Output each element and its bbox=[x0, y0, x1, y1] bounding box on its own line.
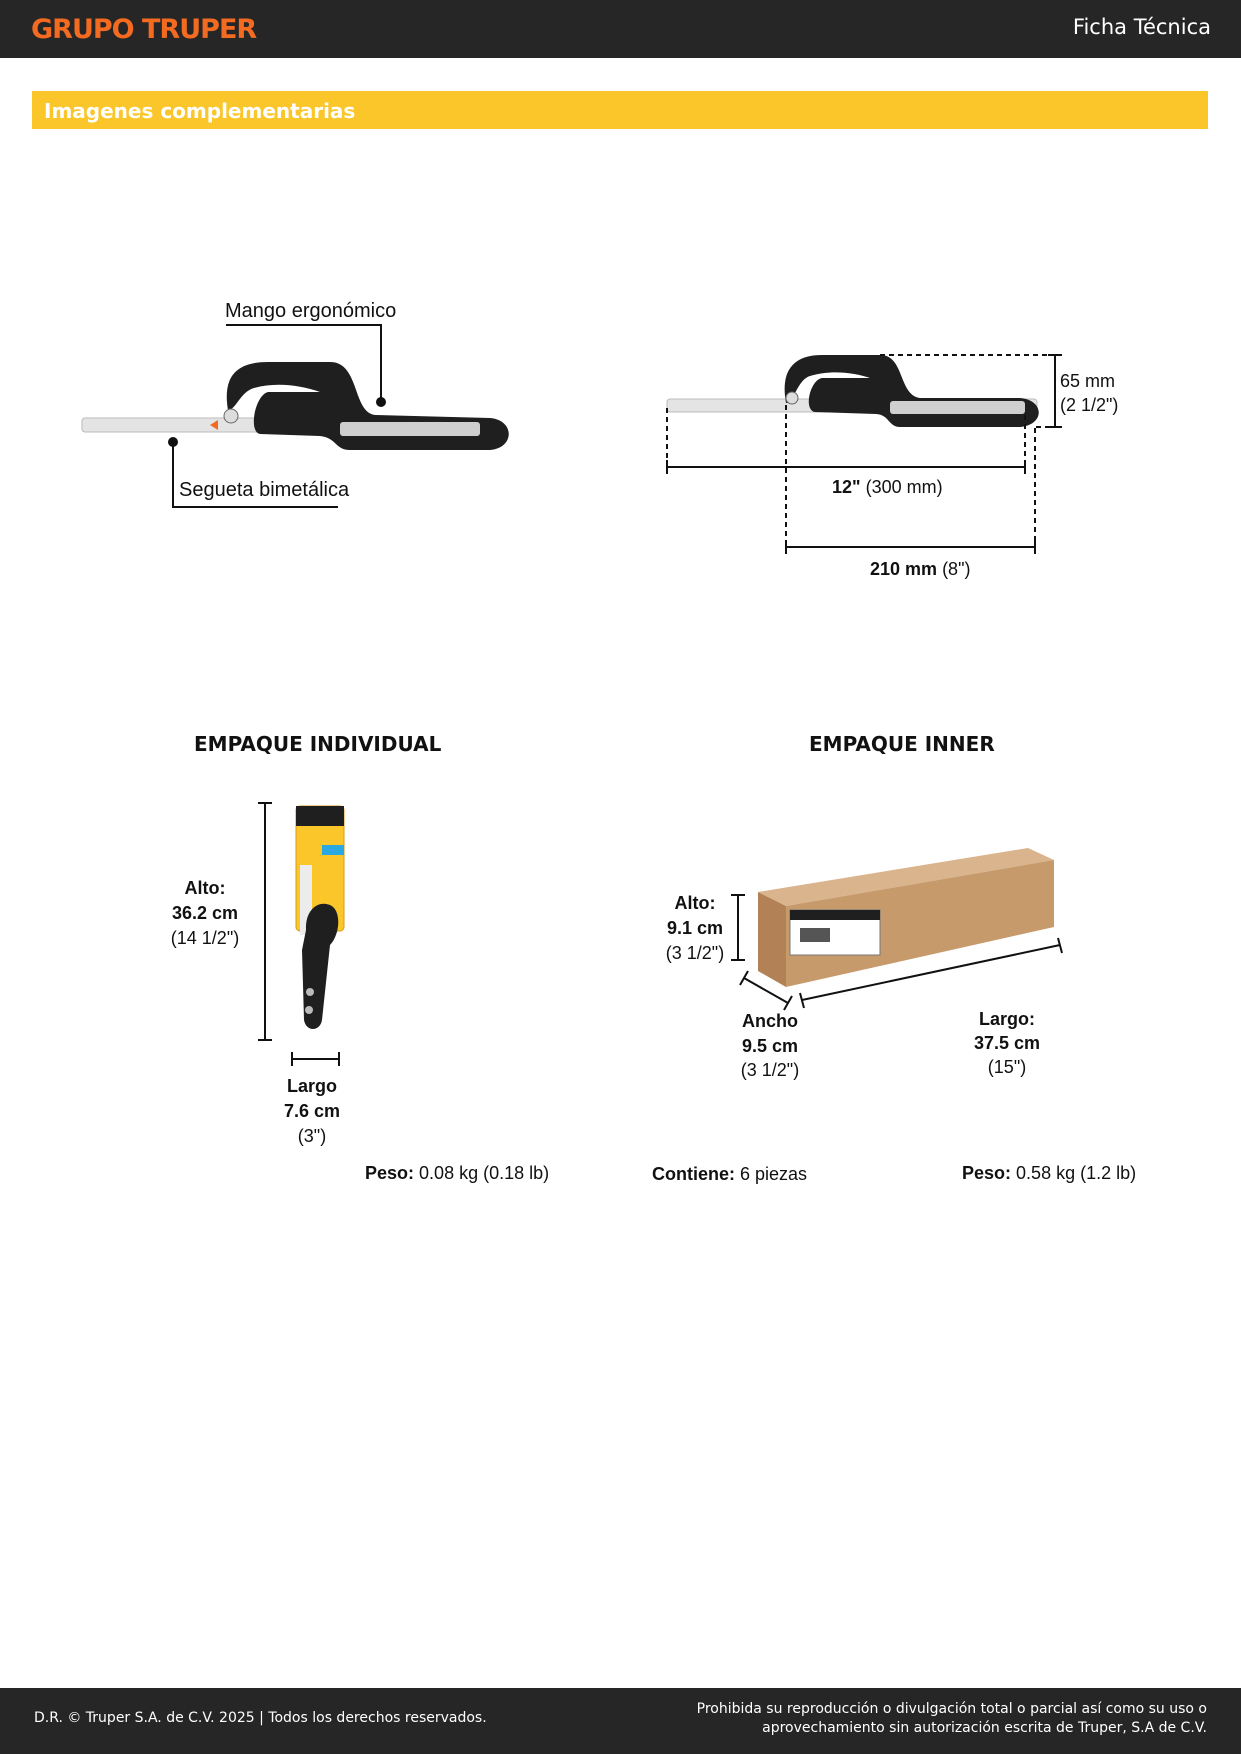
individual-height-in: (14 1/2") bbox=[170, 928, 240, 948]
inner-width-in: (3 1/2") bbox=[740, 1060, 800, 1080]
inner-width-cm: 9.5 cm bbox=[741, 1036, 799, 1056]
brand-logo: GRUPO TRUPER bbox=[31, 14, 257, 45]
blade-callout-label: Segueta bimetálica bbox=[179, 479, 350, 501]
height-dimension-in: (2 1/2") bbox=[1060, 395, 1119, 415]
inner-height-in: (3 1/2") bbox=[665, 943, 725, 963]
inner-contents bbox=[652, 1164, 807, 1185]
individual-length-label: Largo bbox=[286, 1076, 337, 1096]
inner-length-in: (15") bbox=[987, 1057, 1027, 1077]
inner-weight-label: Peso: bbox=[962, 1163, 1012, 1183]
height-dimension-mm: 65 mm bbox=[1060, 371, 1116, 391]
individual-weight-label: Peso: bbox=[365, 1163, 415, 1183]
individual-weight-value: 0.08 kg (0.18 lb) bbox=[419, 1163, 550, 1183]
inner-contents-value: 6 piezas bbox=[740, 1164, 808, 1184]
individual-pack-title: EMPAQUE INDIVIDUAL bbox=[194, 732, 442, 756]
inner-length-cm: 37.5 cm bbox=[973, 1033, 1041, 1053]
blade-length-mm: (300 mm) bbox=[865, 477, 943, 497]
individual-height-label: Alto: bbox=[184, 878, 226, 898]
footer-disclaimer: Prohibida su reproducción o divulgación total o parcial así como su uso o aprovechamiento sin autorización escrita de Truper, S.A de C.V. bbox=[696, 1701, 1207, 1736]
blade-length-dimension bbox=[832, 477, 943, 498]
inner-box-illustration bbox=[731, 848, 1062, 1010]
individual-weight bbox=[365, 1163, 549, 1184]
inner-weight bbox=[962, 1163, 1136, 1184]
individual-height-cm: 36.2 cm bbox=[171, 903, 239, 923]
body-length-in: (8") bbox=[942, 559, 971, 579]
inner-height-label: Alto: bbox=[674, 893, 716, 913]
footer-copyright: D.R. © Truper S.A. de C.V. 2025 | Todos los derechos reservados. bbox=[34, 1710, 487, 1726]
inner-pack-title: EMPAQUE INNER bbox=[809, 732, 995, 756]
page-title: Ficha Técnica bbox=[1072, 15, 1211, 39]
individual-length-cm: 7.6 cm bbox=[283, 1101, 341, 1121]
body-length-dimension bbox=[870, 559, 970, 580]
inner-weight-value: 0.58 kg (1.2 lb) bbox=[1016, 1163, 1137, 1183]
saw-dimension-illustration bbox=[667, 355, 1062, 554]
blade-length-in: 12" bbox=[832, 477, 861, 497]
page-footer bbox=[0, 1688, 1241, 1754]
inner-width-label: Ancho bbox=[742, 1011, 798, 1031]
handle-callout-label: Mango ergonómico bbox=[225, 300, 397, 322]
section-banner-title: Imagenes complementarias bbox=[44, 99, 356, 123]
body-length-mm: 210 mm bbox=[870, 559, 938, 579]
individual-pack-illustration bbox=[258, 803, 344, 1066]
inner-length-label: Largo: bbox=[979, 1009, 1035, 1029]
inner-height-cm: 9.1 cm bbox=[666, 918, 724, 938]
inner-contents-label: Contiene: bbox=[652, 1164, 735, 1184]
individual-length-in: (3") bbox=[297, 1126, 327, 1146]
